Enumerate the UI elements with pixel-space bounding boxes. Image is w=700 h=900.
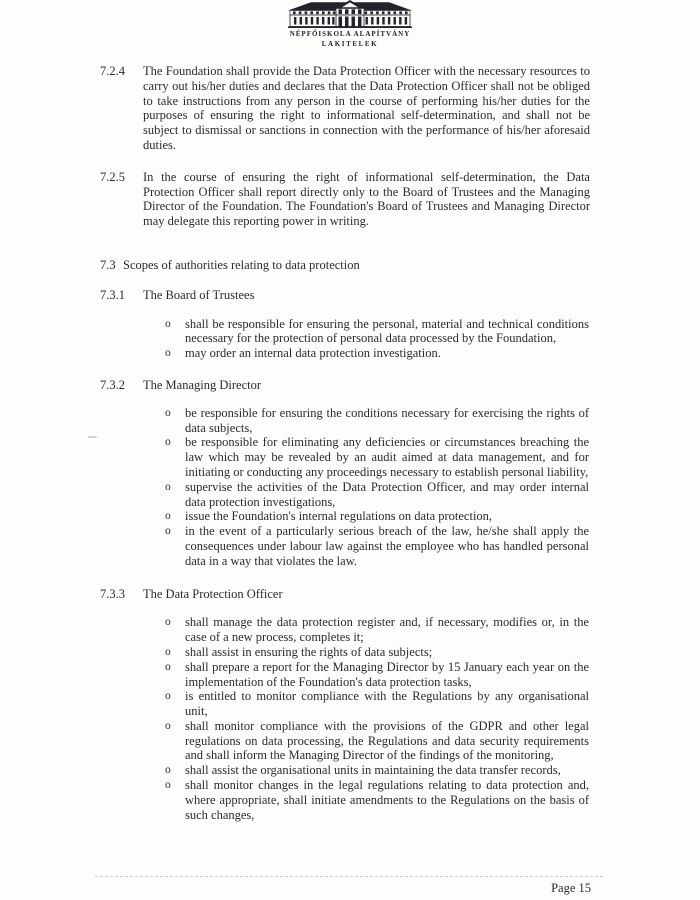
bullet-marker: o	[165, 436, 171, 449]
bullet-marker: o	[165, 764, 171, 777]
bullet-text: shall monitor compliance with the provisions of the GDPR and other legal regulations on data processing, the Regulations and data security requirements and shall inform the Managing Director of the findings of the monitoring,	[185, 718, 589, 763]
bullet-list-7-3-1	[165, 317, 591, 361]
bullet-marker: o	[165, 645, 171, 658]
bullet-marker: o	[165, 690, 171, 703]
bullet-marker: o	[165, 510, 171, 523]
bullet-list-7-3-3	[165, 615, 591, 822]
bullet-marker: o	[165, 347, 171, 360]
bullet-text: shall assist in ensuring the rights of data subjects;	[185, 644, 433, 659]
section-number: 7.3	[100, 257, 116, 272]
list-item	[165, 645, 591, 660]
list-item	[165, 435, 591, 479]
bullet-text: shall assist the organisational units in maintaining the data transfer records,	[185, 763, 561, 778]
bullet-text: be responsible for eliminating any deficiencies or circumstances breaching the law which may be revealed by an audit aimed at data management, and for initiating or conducting any proceedings necessary to establish personal liability,	[185, 435, 589, 479]
bullet-marker: o	[165, 480, 171, 493]
list-item	[165, 660, 591, 690]
bullet-marker: o	[165, 779, 171, 792]
list-item	[165, 317, 591, 347]
bullet-text: in the event of a particularly serious breach of the law, he/she shall apply the consequences under labour law against the employee who has handled personal data in a way that violates the law.	[185, 524, 589, 568]
list-item	[165, 719, 591, 763]
list-item	[165, 509, 591, 524]
section-number: 7.2.4	[100, 64, 125, 78]
section-number: 7.2.5	[100, 169, 125, 184]
bullet-marker: o	[165, 660, 171, 673]
bullet-marker: o	[165, 616, 171, 629]
scan-artifact-dash	[88, 436, 97, 438]
list-item	[165, 689, 591, 719]
section-7-3-1-heading	[100, 288, 591, 303]
bullet-text: shall monitor changes in the legal regulations relating to data protection and, where appropriate, shall initiate amendments to the Regulations on the basis of such changes,	[185, 778, 589, 822]
list-item	[165, 763, 591, 778]
list-item	[165, 615, 591, 645]
bullet-text: may order an internal data protection investigation.	[185, 346, 441, 361]
bullet-text: shall prepare a report for the Managing Director by 15 January each year on the implementation of the Foundation's data protection tasks,	[185, 659, 589, 689]
section-heading-text: The Data Protection Officer	[143, 586, 283, 601]
bullet-text: be responsible for ensuring the conditions necessary for exercising the rights of data subjects,	[185, 405, 589, 435]
bullet-marker: o	[165, 525, 171, 538]
section-text: The Foundation shall provide the Data Protection Officer with the necessary resources to carry out his/her duties and declares that the Data Protection Officer shall not be obliged to take instructions from any person in the course of performing his/her duties for the purposes of ensuring the right to informational self-determination, and shall not be subject to dismissal or sanctions in connection with the performance of his/her aforesaid duties.	[143, 64, 590, 152]
logo-org-name: NÉPFŐISKOLA ALAPÍTVÁNY	[289, 30, 411, 38]
section-7-3-3-heading	[100, 587, 591, 602]
neoclassical-building-icon	[288, 0, 412, 28]
list-item	[165, 778, 591, 822]
section-heading-text: Scopes of authorities relating to data protection	[123, 257, 360, 272]
bullet-text: shall be responsible for ensuring the personal, material and technical conditions necessary for the protection of personal data processed by the Foundation,	[185, 316, 589, 346]
bullet-list-7-3-2	[165, 406, 591, 569]
bullet-text: shall manage the data protection register and, if necessary, modifies or, in the case of a new process, completes it;	[185, 615, 589, 645]
bullet-text: supervise the activities of the Data Protection Officer, and may order internal data protection investigations,	[185, 479, 589, 509]
logo-org-location: LAKITELEK	[321, 40, 379, 48]
document-body	[100, 64, 591, 822]
list-item	[165, 480, 591, 510]
section-heading-text: The Managing Director	[143, 377, 262, 392]
foundation-logo	[0, 0, 700, 48]
section-7-3-2-heading	[100, 378, 591, 393]
section-number: 7.3.1	[100, 287, 125, 302]
page-number: Page 15	[551, 881, 591, 895]
list-item	[165, 346, 591, 361]
footer-rule	[95, 876, 603, 877]
list-item	[165, 406, 591, 436]
bullet-text: issue the Foundation's internal regulations on data protection,	[185, 509, 493, 524]
section-7-2-4	[100, 64, 591, 153]
section-number: 7.3.2	[100, 377, 125, 392]
list-item	[165, 524, 591, 568]
bullet-marker: o	[165, 406, 171, 419]
section-text: In the course of ensuring the right of informational self-determination, the Data Protection Officer shall report directly only to the Board of Trustees and the Managing Director of the Foundation. The Foundation's Board of Trustees and Managing Director may delegate this reporting power in writing.	[143, 169, 590, 229]
bullet-marker: o	[165, 719, 171, 732]
section-7-2-5	[100, 170, 591, 229]
section-heading-text: The Board of Trustees	[143, 287, 255, 302]
bullet-text: is entitled to monitor compliance with the Regulations by any organisational unit,	[185, 689, 589, 719]
section-7-3-heading	[100, 258, 591, 273]
section-number: 7.3.3	[100, 586, 125, 601]
bullet-marker: o	[165, 317, 171, 330]
